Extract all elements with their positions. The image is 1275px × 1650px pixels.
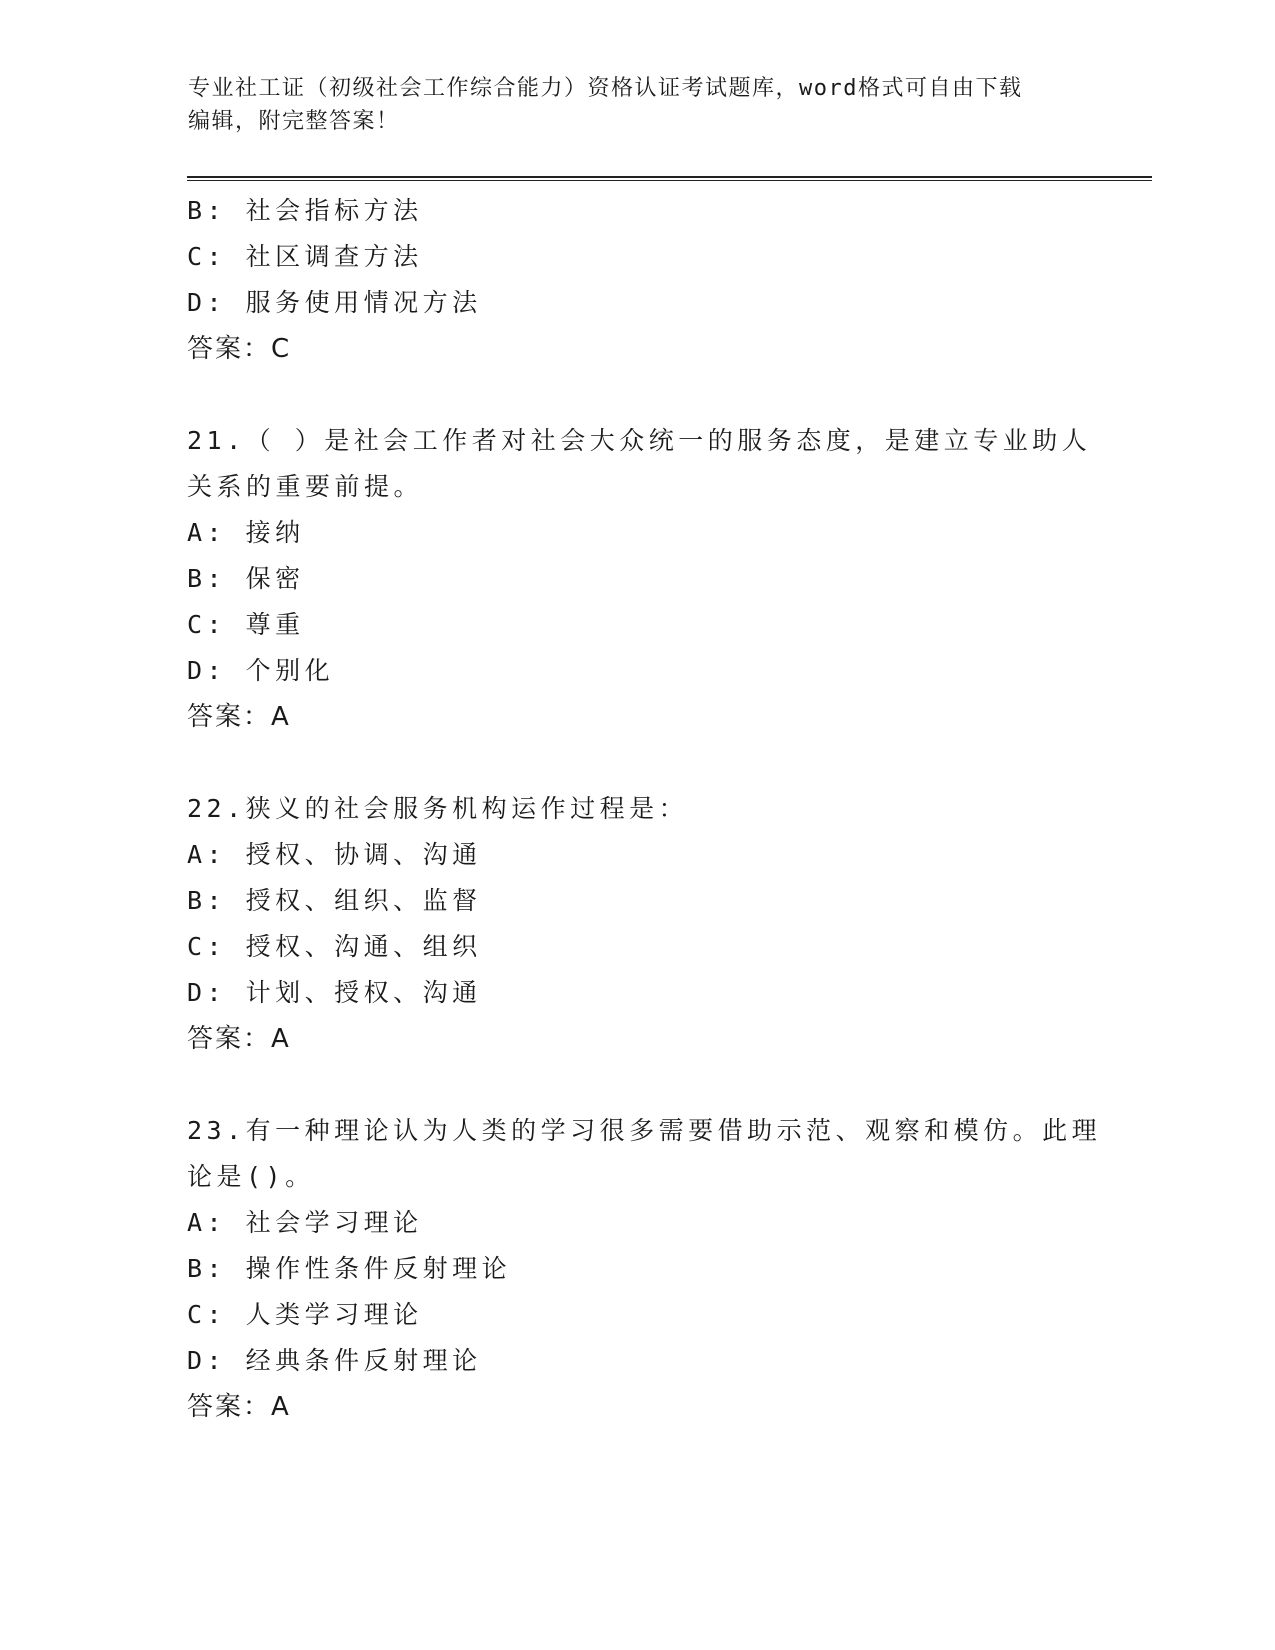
- option-a: A: 授权、协调、沟通: [187, 840, 482, 869]
- option-b: B: 授权、组织、监督: [187, 886, 482, 915]
- option-d: D: 个别化: [187, 656, 335, 685]
- option-a: A: 接纳: [187, 518, 305, 547]
- question-stem-line: 论是()。: [187, 1162, 315, 1191]
- question-stem-line: 关系的重要前提。: [187, 472, 424, 501]
- option-c: C: 尊重: [187, 610, 305, 639]
- question-stem-line: 23.有一种理论认为人类的学习很多需要借助示范、观察和模仿。此理: [187, 1116, 1102, 1145]
- option-d: D: 服务使用情况方法: [187, 288, 482, 317]
- option-b: B: 操作性条件反射理论: [187, 1254, 512, 1283]
- document-header: [188, 72, 1088, 138]
- question-list: [187, 188, 1102, 1430]
- question-22: [187, 786, 1087, 1062]
- answer-line: 答案：C: [187, 334, 292, 364]
- answer-line: 答案：A: [187, 1024, 291, 1054]
- option-d: D: 经典条件反射理论: [187, 1346, 482, 1375]
- option-a: A: 社会学习理论: [187, 1208, 423, 1237]
- header-line-1: 专业社工证（初级社会工作综合能力）资格认证考试题库，word格式可自由下载: [188, 76, 1023, 101]
- question-stem-line: 21.（ ）是社会工作者对社会大众统一的服务态度，是建立专业助人: [187, 426, 1092, 455]
- question-stem-line: 22.狭义的社会服务机构运作过程是：: [187, 794, 689, 823]
- option-d: D: 计划、授权、沟通: [187, 978, 482, 1007]
- header-line-2: 编辑，附完整答案！: [188, 109, 400, 134]
- answer-line: 答案：A: [187, 702, 291, 732]
- option-c: C: 人类学习理论: [187, 1300, 423, 1329]
- option-c: C: 社区调查方法: [187, 242, 423, 271]
- header-divider: [187, 176, 1152, 181]
- question-21: [187, 418, 1092, 740]
- option-b: B: 保密: [187, 564, 305, 593]
- option-b: B: 社会指标方法: [187, 196, 423, 225]
- question-20-continued: [187, 188, 1087, 372]
- answer-line: 答案：A: [187, 1392, 291, 1422]
- question-23: [187, 1108, 1102, 1430]
- option-c: C: 授权、沟通、组织: [187, 932, 482, 961]
